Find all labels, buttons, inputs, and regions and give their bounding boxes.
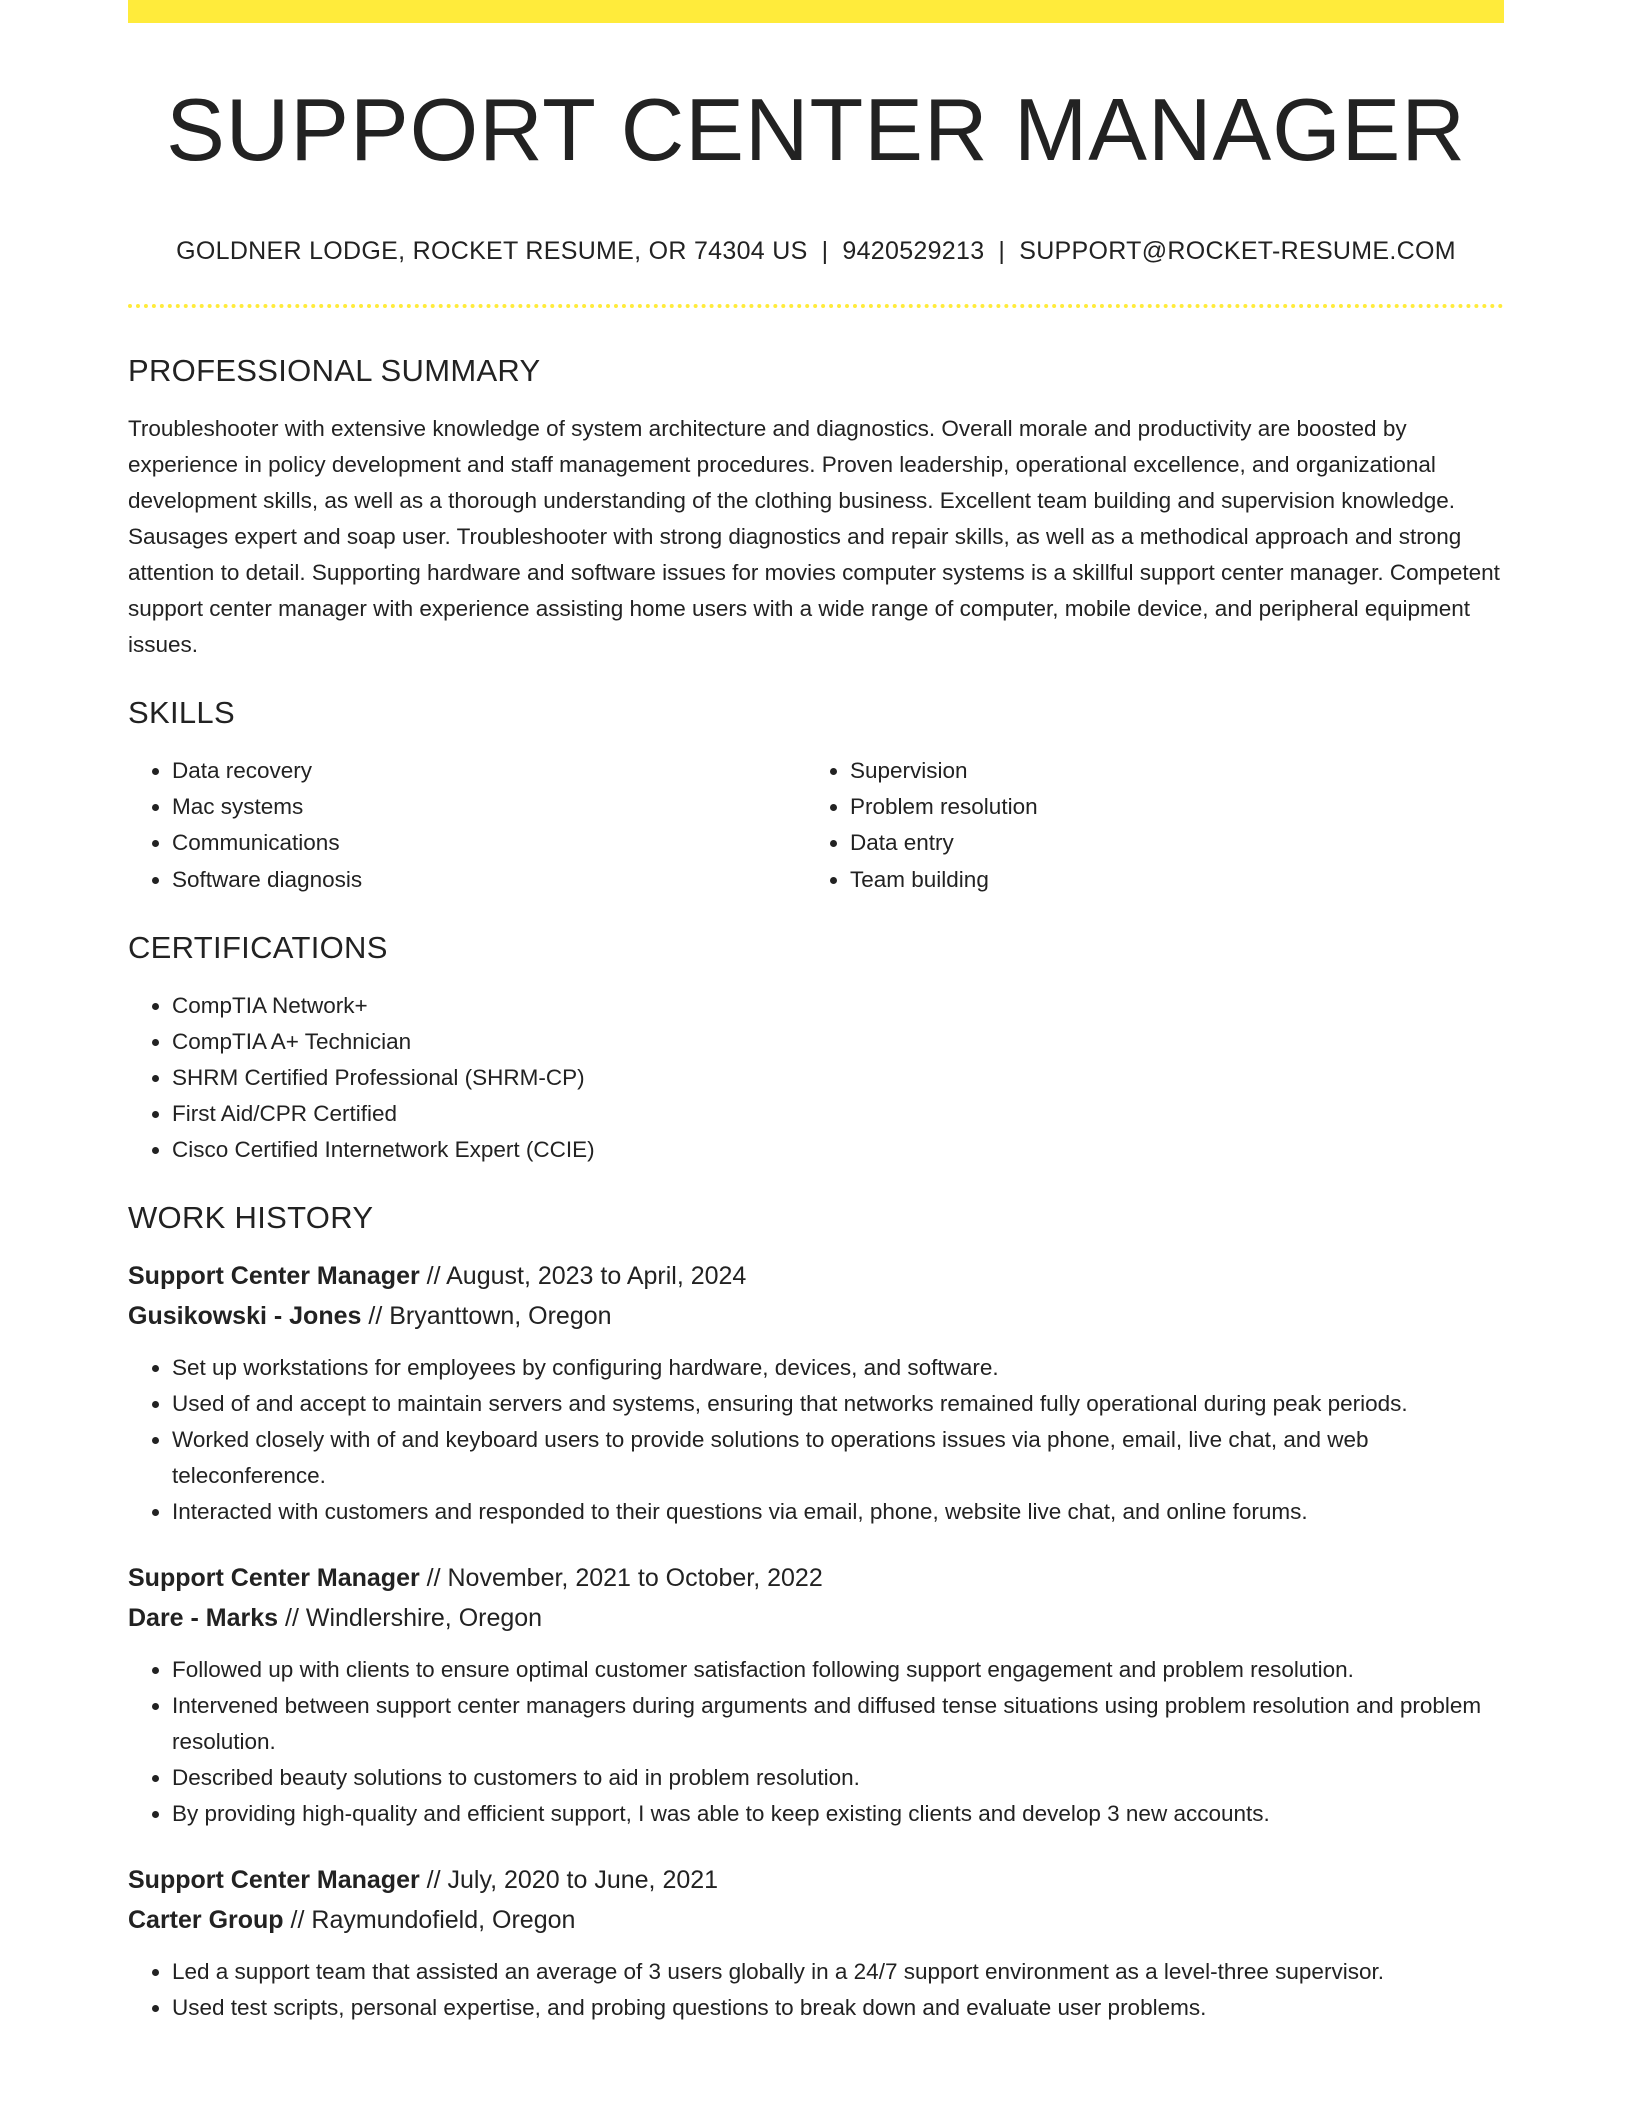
job-dates: // November, 2021 to October, 2022: [426, 1564, 823, 1592]
skill-item: • Team building: [850, 862, 1490, 898]
certification-item: • SHRM Certified Professional (SHRM-CP): [172, 1060, 1504, 1096]
contact-email[interactable]: SUPPORT@ROCKET-RESUME.COM: [1019, 237, 1456, 265]
job-entry: [128, 1558, 1504, 1832]
job-bullet: • Used of and accept to maintain servers and systems, ensuring that networks remained fully operational during peak periods.: [172, 1386, 1504, 1422]
job-role-line: [128, 1256, 1504, 1296]
job-role: Support Center Manager: [128, 1564, 420, 1592]
job-role-line: [128, 1860, 1504, 1900]
dotted-divider: [128, 304, 1504, 308]
skills-left-list: [128, 753, 806, 898]
job-bullet: • Followed up with clients to ensure optimal customer satisfaction following support engagement and problem resolution.: [172, 1652, 1504, 1688]
job-company: Carter Group: [128, 1906, 284, 1934]
job-role-line: [128, 1558, 1504, 1598]
resume-title: SUPPORT CENTER MANAGER: [166, 80, 1466, 179]
contact-separator: |: [998, 237, 1006, 265]
certification-item: • CompTIA Network+: [172, 988, 1504, 1024]
skill-item: • Communications: [172, 825, 806, 861]
job-dates: // July, 2020 to June, 2021: [426, 1866, 719, 1894]
skill-item: • Supervision: [850, 753, 1490, 789]
job-bullet: • Set up workstations for employees by configuring hardware, devices, and software.: [172, 1350, 1504, 1386]
certification-item: • First Aid/CPR Certified: [172, 1096, 1504, 1132]
certification-item: • Cisco Certified Internetwork Expert (CCIE): [172, 1132, 1504, 1168]
skills-heading: SKILLS: [128, 695, 235, 730]
job-company: Dare - Marks: [128, 1604, 279, 1632]
job-bullet: • By providing high-quality and efficient support, I was able to keep existing clients and develop 3 new accounts.: [172, 1796, 1504, 1832]
contact-line: [128, 237, 1504, 266]
certifications-heading: CERTIFICATIONS: [128, 930, 388, 965]
job-entry: [128, 1256, 1504, 1530]
job-company-line: [128, 1900, 1504, 1940]
job-bullet: • Intervened between support center managers during arguments and diffused tense situations using problem resolution and problem resolution.: [172, 1688, 1504, 1760]
certifications-list: [128, 988, 1504, 1168]
job-bullet: • Worked closely with of and keyboard users to provide solutions to operations issues via phone, email, live chat, and web teleconference.: [172, 1422, 1504, 1494]
work-history-heading: WORK HISTORY: [128, 1200, 374, 1235]
skills-columns: [128, 753, 1504, 898]
contact-phone: 9420529213: [842, 237, 985, 265]
resume-page: [128, 0, 1504, 2026]
job-location: // Raymundofield, Oregon: [290, 1906, 576, 1934]
job-bullet: • Used test scripts, personal expertise, and probing questions to break down and evaluate user problems.: [172, 1990, 1504, 2026]
certification-item: • CompTIA A+ Technician: [172, 1024, 1504, 1060]
job-company-line: [128, 1296, 1504, 1336]
skill-item: • Problem resolution: [850, 789, 1490, 825]
job-role: Support Center Manager: [128, 1866, 420, 1894]
job-dates: // August, 2023 to April, 2024: [426, 1262, 747, 1290]
job-location: // Windlershire, Oregon: [285, 1604, 543, 1632]
job-company-line: [128, 1598, 1504, 1638]
job-bullet-list: [128, 1954, 1504, 2026]
contact-separator: |: [821, 237, 829, 265]
accent-top-bar: [128, 0, 1504, 23]
job-bullet-list: [128, 1350, 1504, 1530]
skills-right-list: [806, 753, 1490, 898]
skill-item: • Mac systems: [172, 789, 806, 825]
skill-item: • Software diagnosis: [172, 862, 806, 898]
job-company: Gusikowski - Jones: [128, 1302, 362, 1330]
skill-item: • Data entry: [850, 825, 1490, 861]
job-bullet: • Described beauty solutions to customers to aid in problem resolution.: [172, 1760, 1504, 1796]
job-entry: [128, 1860, 1504, 2026]
summary-text: Troubleshooter with extensive knowledge of system architecture and diagnostics. Overall morale and productivity are boosted by experience in policy development and staff management procedures. Proven leadership, operational excellence, and organizational development skills, as well as a thorough understanding of the clothing business. Excellent team building and supervision knowledge. Sausages expert and soap user. Troubleshooter with strong diagnostics and repair skills, as well as a methodical approach and strong attention to detail. Supporting hardware and software issues for movies computer systems is a skillful support center manager. Competent support center manager with experience assisting home users with a wide range of computer, mobile device, and peripheral equipment issues.: [128, 416, 1500, 657]
job-role: Support Center Manager: [128, 1262, 420, 1290]
job-bullet: • Interacted with customers and responded to their questions via email, phone, website live chat, and online forums.: [172, 1494, 1504, 1530]
job-bullet: • Led a support team that assisted an average of 3 users globally in a 24/7 support environment as a level-three supervisor.: [172, 1954, 1504, 1990]
job-bullet-list: [128, 1652, 1504, 1832]
job-location: // Bryanttown, Oregon: [368, 1302, 612, 1330]
contact-address: GOLDNER LODGE, ROCKET RESUME, OR 74304 US: [176, 237, 808, 265]
summary-heading: PROFESSIONAL SUMMARY: [128, 353, 541, 388]
skill-item: • Data recovery: [172, 753, 806, 789]
